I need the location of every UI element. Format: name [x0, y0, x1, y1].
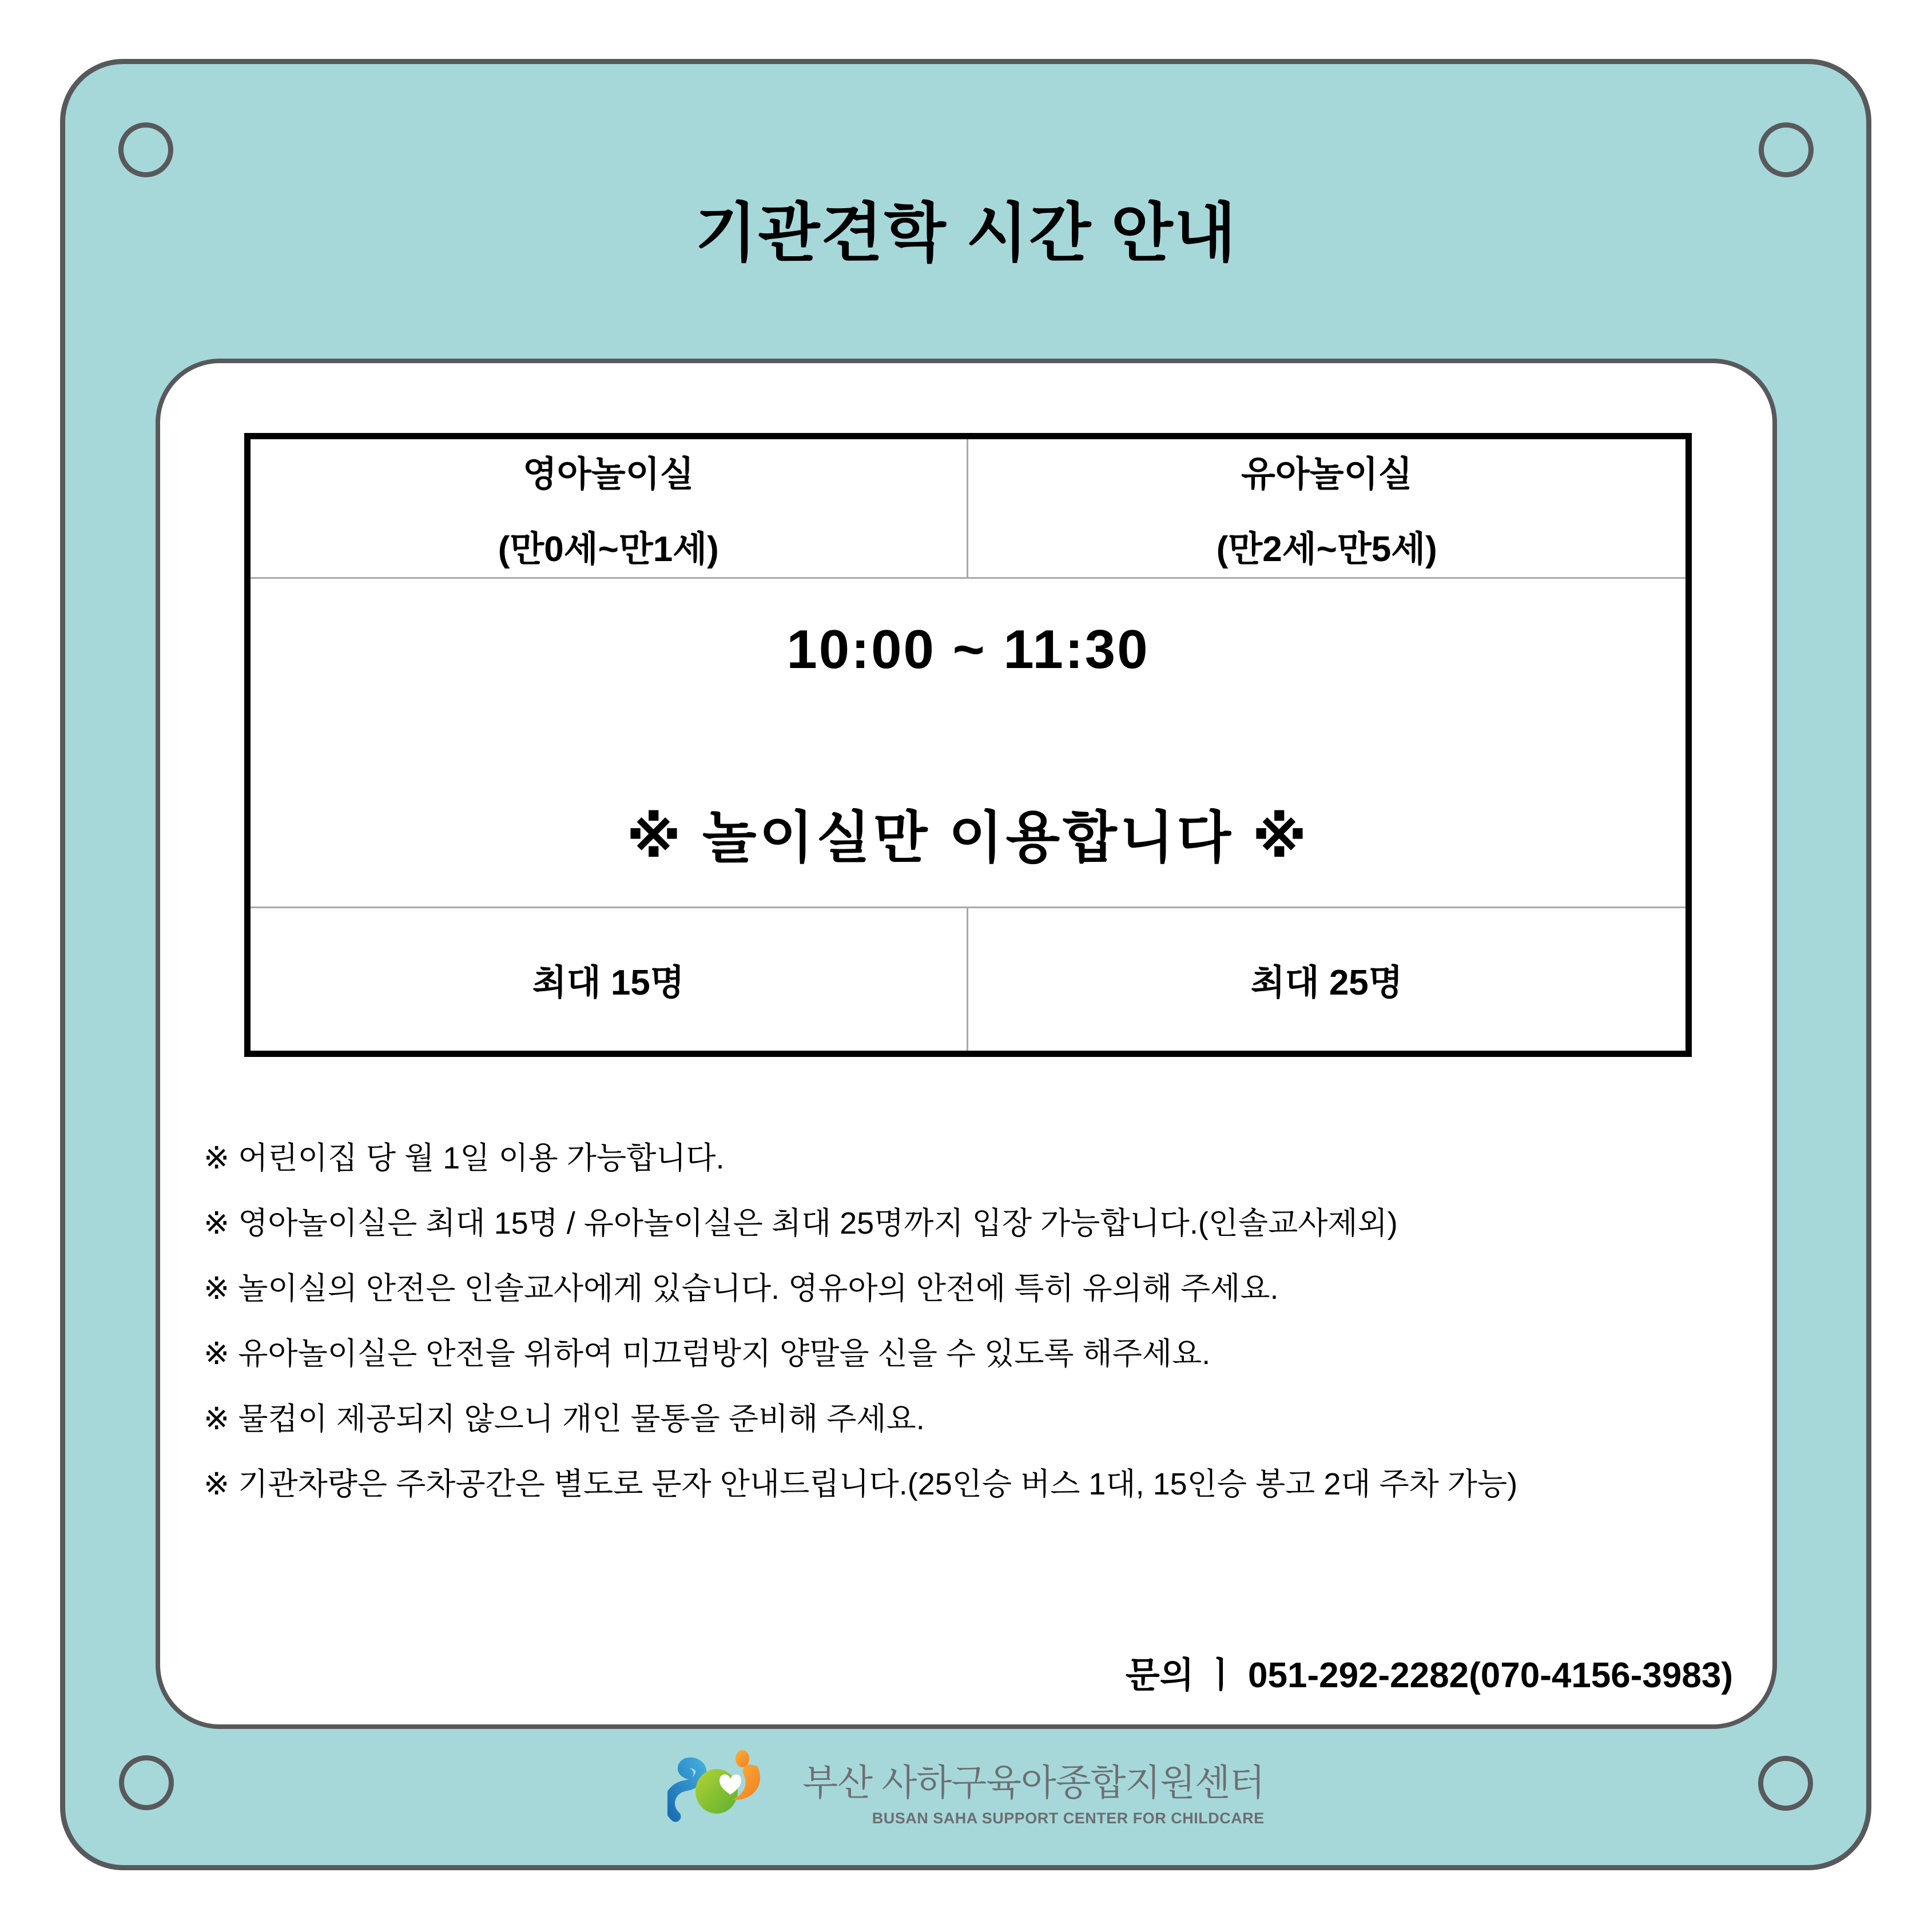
capacity-cell-infant: 최대 15명 [251, 908, 968, 1051]
org-name-english: BUSAN SAHA SUPPORT CENTER FOR CHILDCARE [872, 1810, 1265, 1827]
org-logo-icon [667, 1749, 788, 1829]
org-name-block [802, 1763, 1265, 1827]
note-item: ※ 어린이집 당 월 1일 이용 가능합니다. [204, 1141, 725, 1175]
footer-logo [0, 1749, 1932, 1829]
header-cell-infant-room [251, 439, 968, 579]
contact-info: 문의 ㅣ 051-292-2282(070-4156-3983) [1125, 1656, 1733, 1695]
room-name-toddler: 유아놀이실 [1241, 454, 1413, 494]
note-item: ※ 유아놀이실은 안전을 위하여 미끄럼방지 양말을 신을 수 있도록 해주세요. [204, 1337, 1211, 1371]
note-item: ※ 영아놀이실은 최대 15명 / 유아놀이실은 최대 25명까지 입장 가능합니다.(인솔교사제외) [204, 1206, 1398, 1241]
playroom-only-notice: ※ 놀이실만 이용합니다 ※ [626, 806, 1310, 869]
room-ages-toddler: (만2세~만5세) [1216, 529, 1437, 569]
corner-hole-top-left [118, 122, 173, 177]
note-item: ※ 놀이실의 안전은 인솔교사에게 있습니다. 영유아의 안전에 특히 유의해 주세요. [204, 1271, 1279, 1306]
org-name-korean: 부산 사하구육아종합지원센터 [802, 1762, 1265, 1803]
notes-list [204, 1126, 1517, 1517]
corner-hole-top-right [1759, 122, 1814, 177]
visit-time: 10:00 ~ 11:30 [786, 619, 1150, 680]
note-item: ※ 물컵이 제공되지 않으니 개인 물통을 준비해 주세요. [204, 1402, 925, 1436]
room-ages-infant: (만0세~만1세) [498, 529, 719, 569]
room-name-infant: 영아놀이실 [523, 454, 694, 494]
header-cell-toddler-room [968, 439, 1686, 579]
page-title: 기관견학 시간 안내 [695, 197, 1237, 269]
capacity-cell-toddler: 최대 25명 [1250, 963, 1403, 1003]
time-cell [251, 579, 1685, 908]
note-item: ※ 기관차량은 주차공간은 별도로 문자 안내드립니다.(25인승 버스 1대, 15인승 봉고 2대 주차 가능) [204, 1467, 1518, 1501]
info-panel [156, 359, 1777, 1729]
schedule-table [244, 433, 1692, 1057]
